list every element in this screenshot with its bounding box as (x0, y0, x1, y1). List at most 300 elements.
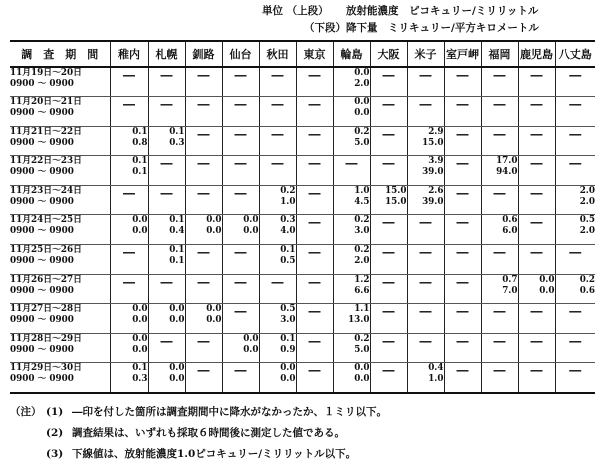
fallout-table (10, 40, 595, 394)
table-row (10, 126, 595, 156)
concentration-value: 0.4 (428, 363, 444, 374)
deposition-value: 0.0 (243, 344, 259, 355)
no-data-dash: ― (222, 185, 259, 215)
station-header: 秋田 (259, 41, 296, 67)
value-cell (259, 363, 296, 393)
period-cell (10, 333, 110, 363)
no-data-dash: ― (481, 97, 518, 127)
no-data-dash: ― (444, 156, 481, 186)
value-cell (148, 363, 185, 393)
table-row (10, 215, 595, 245)
value-cell (110, 126, 148, 156)
no-data-dash: ― (185, 274, 222, 304)
no-data-dash: ― (222, 274, 259, 304)
concentration-value: 0.1 (280, 333, 296, 344)
no-data-dash: ― (518, 215, 555, 245)
units-upper-text: 放射能濃度 ピコキュリー/ミリリットル (346, 5, 539, 17)
no-data-dash: ― (296, 274, 333, 304)
no-data-dash: ― (481, 363, 518, 393)
deposition-value: 2.0 (354, 79, 370, 89)
no-data-dash: ― (148, 185, 185, 215)
value-cell (333, 126, 370, 156)
concentration-value: 3.9 (428, 156, 444, 167)
no-data-dash: ― (407, 97, 444, 127)
concentration-value: 0.0 (354, 68, 370, 78)
note-text: 調査結果は、いずれも採取６時間後に測定した値である。 (72, 427, 345, 439)
concentration-value: 0.2 (280, 185, 296, 196)
table-row (10, 67, 595, 97)
value-cell (222, 333, 259, 363)
no-data-dash: ― (185, 363, 222, 393)
no-data-dash: ― (444, 304, 481, 334)
no-data-dash: ― (222, 304, 259, 334)
no-data-dash: ― (296, 156, 333, 186)
no-data-dash: ― (518, 245, 555, 275)
no-data-dash: ― (185, 156, 222, 186)
no-data-dash: ― (148, 156, 185, 186)
value-cell (148, 126, 185, 156)
no-data-dash: ― (259, 97, 296, 127)
no-data-dash: ― (555, 245, 595, 275)
value-cell (185, 304, 222, 334)
station-header: 室戸岬 (444, 41, 481, 67)
concentration-value: 0.1 (169, 245, 185, 256)
value-cell (148, 245, 185, 275)
station-header: 八丈島 (555, 41, 595, 67)
table-row (10, 274, 595, 304)
no-data-dash: ― (222, 67, 259, 97)
station-header: 札幌 (148, 41, 185, 67)
value-cell (333, 333, 370, 363)
period-cell (10, 126, 110, 156)
period-date: 11月20日～21日 (10, 97, 82, 108)
deposition-value: 0.1 (169, 256, 185, 267)
deposition-value: 0.3 (169, 137, 185, 148)
no-data-dash: ― (555, 304, 595, 334)
period-cell (10, 215, 110, 245)
period-cell (10, 97, 110, 127)
no-data-dash: ― (110, 97, 148, 127)
no-data-dash: ― (296, 245, 333, 275)
value-cell (407, 126, 444, 156)
no-data-dash: ― (296, 304, 333, 334)
notes (10, 402, 387, 465)
concentration-value: 0.5 (579, 215, 595, 226)
deposition-value: 0.0 (206, 226, 222, 237)
deposition-value: 0.0 (354, 108, 370, 119)
concentration-value: 0.2 (579, 274, 595, 285)
no-data-dash: ― (518, 185, 555, 215)
concentration-value: 17.0 (496, 156, 518, 167)
concentration-value: 0.0 (280, 363, 296, 374)
concentration-value: 0.3 (280, 215, 296, 226)
header-row (10, 41, 595, 67)
value-cell (407, 363, 444, 393)
note-number: (2) (46, 427, 64, 439)
period-cell (10, 304, 110, 334)
value-cell (110, 215, 148, 245)
no-data-dash: ― (259, 126, 296, 156)
no-data-dash: ― (444, 363, 481, 393)
concentration-value: 2.9 (428, 126, 444, 137)
no-data-dash: ― (407, 304, 444, 334)
deposition-value: 0.0 (243, 226, 259, 237)
no-data-dash: ― (444, 245, 481, 275)
value-cell (259, 215, 296, 245)
period-date: 11月25日～26日 (10, 245, 82, 256)
concentration-value: 0.0 (243, 215, 259, 226)
units-upper-tag: （上段） (286, 5, 329, 17)
no-data-dash: ― (444, 215, 481, 245)
value-cell (333, 274, 370, 304)
value-cell (555, 274, 595, 304)
deposition-value: 1.0 (428, 374, 444, 385)
no-data-dash: ― (518, 304, 555, 334)
deposition-value: 15.0 (422, 137, 444, 148)
concentration-value: 1.0 (354, 185, 370, 196)
period-date: 11月26日～27日 (10, 274, 82, 285)
note-item (10, 423, 387, 444)
period-time: 0900 ～ 0900 (10, 137, 74, 148)
deposition-value: 13.0 (348, 315, 370, 326)
value-cell (333, 97, 370, 127)
deposition-value: 0.1 (132, 167, 148, 178)
concentration-value: 0.0 (243, 333, 259, 344)
deposition-value: 0.0 (132, 315, 148, 326)
table-row (10, 363, 595, 393)
no-data-dash: ― (518, 333, 555, 363)
concentration-value: 0.2 (354, 245, 370, 256)
concentration-value: 2.6 (428, 185, 444, 196)
deposition-value: 0.0 (206, 315, 222, 326)
concentration-value: 0.1 (169, 126, 185, 137)
period-time: 0900 ～ 0900 (10, 285, 74, 296)
value-cell (333, 67, 370, 97)
no-data-dash: ― (481, 67, 518, 97)
no-data-dash: ― (296, 363, 333, 393)
concentration-value: 0.1 (132, 363, 148, 374)
concentration-value: 0.0 (169, 363, 185, 374)
concentration-value: 0.0 (354, 363, 370, 374)
no-data-dash: ― (185, 333, 222, 363)
station-header: 仙台 (222, 41, 259, 67)
no-data-dash: ― (259, 274, 296, 304)
period-date: 11月24日～25日 (10, 215, 82, 226)
concentration-value: 0.0 (539, 274, 555, 285)
station-header: 大阪 (370, 41, 407, 67)
deposition-value: 2.0 (354, 256, 370, 267)
units-legend (262, 3, 539, 37)
no-data-dash: ― (259, 156, 296, 186)
units-lower-tag: （下段） (304, 22, 346, 34)
concentration-value: 0.0 (206, 304, 222, 315)
table-row (10, 245, 595, 275)
deposition-value: 0.0 (132, 226, 148, 237)
deposition-value: 0.5 (280, 256, 296, 267)
deposition-value: 4.5 (354, 196, 370, 207)
no-data-dash: ― (296, 126, 333, 156)
no-data-dash: ― (148, 67, 185, 97)
station-header: 輪島 (333, 41, 370, 67)
no-data-dash: ― (370, 156, 407, 186)
value-cell (333, 215, 370, 245)
no-data-dash: ― (407, 215, 444, 245)
concentration-value: 1.2 (354, 274, 370, 285)
value-cell (148, 215, 185, 245)
no-data-dash: ― (407, 245, 444, 275)
value-cell (333, 363, 370, 393)
no-data-dash: ― (444, 126, 481, 156)
period-date: 11月29日～30日 (10, 363, 82, 374)
period-date: 11月19日～20日 (10, 68, 82, 78)
deposition-value: 6.6 (354, 285, 370, 296)
period-date: 11月27日～28日 (10, 304, 82, 315)
no-data-dash: ― (185, 126, 222, 156)
no-data-dash: ― (110, 67, 148, 97)
no-data-dash: ― (518, 67, 555, 97)
value-cell (407, 185, 444, 215)
value-cell (110, 333, 148, 363)
no-data-dash: ― (518, 97, 555, 127)
no-data-dash: ― (110, 185, 148, 215)
period-date: 11月23日～24日 (10, 185, 82, 196)
table-row (10, 304, 595, 334)
no-data-dash: ― (518, 156, 555, 186)
deposition-value: 6.0 (502, 226, 518, 237)
concentration-value: 1.1 (354, 304, 370, 315)
note-text: ―印を付した箇所は調査期間中に降水がなかったか、１ミリ以下。 (72, 406, 387, 418)
value-cell (518, 274, 555, 304)
value-cell (222, 215, 259, 245)
deposition-value: 0.4 (169, 226, 185, 237)
deposition-value: 0.0 (169, 374, 185, 385)
period-cell (10, 363, 110, 393)
note-number: (3) (46, 448, 64, 460)
concentration-value: 0.0 (206, 215, 222, 226)
concentration-value: 0.2 (354, 333, 370, 344)
no-data-dash: ― (407, 67, 444, 97)
no-data-dash: ― (407, 274, 444, 304)
deposition-value: 5.0 (354, 344, 370, 355)
no-data-dash: ― (555, 363, 595, 393)
concentration-value: 0.0 (132, 215, 148, 226)
deposition-value: 0.0 (354, 374, 370, 385)
no-data-dash: ― (185, 97, 222, 127)
value-cell (407, 156, 444, 186)
period-time: 0900 ～ 0900 (10, 374, 74, 385)
no-data-dash: ― (555, 97, 595, 127)
no-data-dash: ― (407, 333, 444, 363)
no-data-dash: ― (370, 333, 407, 363)
concentration-value: 0.5 (280, 304, 296, 315)
no-data-dash: ― (222, 97, 259, 127)
no-data-dash: ― (444, 185, 481, 215)
no-data-dash: ― (296, 333, 333, 363)
station-header: 東京 (296, 41, 333, 67)
value-cell (333, 185, 370, 215)
period-time: 0900 ～ 0900 (10, 79, 74, 89)
period-time: 0900 ～ 0900 (10, 256, 74, 267)
no-data-dash: ― (148, 274, 185, 304)
deposition-value: 39.0 (422, 167, 444, 178)
no-data-dash: ― (444, 97, 481, 127)
deposition-value: 1.0 (280, 196, 296, 207)
no-data-dash: ― (296, 67, 333, 97)
station-header: 福岡 (481, 41, 518, 67)
deposition-value: 0.0 (280, 374, 296, 385)
value-cell (110, 363, 148, 393)
deposition-value: 2.0 (579, 226, 595, 237)
units-lower-text: 降下量 ミリキュリー/平方キロメートル (346, 22, 539, 34)
no-data-dash: ― (185, 185, 222, 215)
no-data-dash: ― (222, 245, 259, 275)
no-data-dash: ― (185, 67, 222, 97)
no-data-dash: ― (481, 333, 518, 363)
deposition-value: 3.0 (280, 315, 296, 326)
concentration-value: 0.2 (354, 215, 370, 226)
period-cell (10, 245, 110, 275)
no-data-dash: ― (148, 97, 185, 127)
period-header: 調 査 期 間 (10, 41, 110, 67)
concentration-value: 2.0 (579, 185, 595, 196)
deposition-value: 5.0 (354, 137, 370, 148)
no-data-dash: ― (555, 333, 595, 363)
no-data-dash: ― (222, 126, 259, 156)
concentration-value: 0.0 (132, 333, 148, 344)
units-label: 単位 (262, 5, 283, 17)
deposition-value: 2.0 (579, 196, 595, 207)
period-time: 0900 ～ 0900 (10, 167, 74, 178)
period-time: 0900 ～ 0900 (10, 344, 74, 355)
period-date: 11月22日～23日 (10, 156, 82, 167)
station-header: 鹿児島 (518, 41, 555, 67)
note-item (10, 402, 387, 423)
deposition-value: 0.0 (169, 315, 185, 326)
value-cell (185, 215, 222, 245)
concentration-value: 15.0 (385, 185, 407, 196)
value-cell (110, 156, 148, 186)
period-cell (10, 67, 110, 97)
concentration-value: 0.1 (169, 215, 185, 226)
concentration-value: 0.7 (502, 274, 518, 285)
period-date: 11月21日～22日 (10, 126, 82, 137)
period-date: 11月28日～29日 (10, 333, 82, 344)
deposition-value: 0.0 (539, 285, 555, 296)
deposition-value: 4.0 (280, 226, 296, 237)
concentration-value: 0.6 (502, 215, 518, 226)
note-number: (1) (46, 406, 64, 418)
no-data-dash: ― (555, 126, 595, 156)
concentration-value: 0.2 (354, 126, 370, 137)
value-cell (555, 215, 595, 245)
period-time: 0900 ～ 0900 (10, 196, 74, 207)
value-cell (333, 245, 370, 275)
deposition-value: 0.3 (132, 374, 148, 385)
no-data-dash: ― (333, 156, 370, 186)
no-data-dash: ― (222, 156, 259, 186)
no-data-dash: ― (555, 156, 595, 186)
deposition-value: 0.6 (579, 285, 595, 296)
value-cell (259, 333, 296, 363)
no-data-dash: ― (259, 67, 296, 97)
no-data-dash: ― (481, 185, 518, 215)
no-data-dash: ― (370, 363, 407, 393)
value-cell (110, 304, 148, 334)
concentration-value: 0.1 (132, 156, 148, 167)
table-row (10, 97, 595, 127)
no-data-dash: ― (481, 245, 518, 275)
period-time: 0900 ～ 0900 (10, 315, 74, 326)
no-data-dash: ― (370, 126, 407, 156)
no-data-dash: ― (555, 67, 595, 97)
station-header: 稚内 (110, 41, 148, 67)
value-cell (148, 304, 185, 334)
no-data-dash: ― (110, 245, 148, 275)
value-cell (259, 304, 296, 334)
deposition-value: 0.9 (280, 344, 296, 355)
concentration-value: 0.0 (169, 304, 185, 315)
no-data-dash: ― (444, 67, 481, 97)
units-upper-row (262, 3, 539, 20)
value-cell (481, 274, 518, 304)
value-cell (555, 185, 595, 215)
value-cell (259, 245, 296, 275)
note-item (10, 444, 387, 465)
concentration-value: 0.1 (280, 245, 296, 256)
notes-lead: （注） (10, 406, 42, 418)
table-row (10, 156, 595, 186)
no-data-dash: ― (444, 274, 481, 304)
no-data-dash: ― (148, 333, 185, 363)
value-cell (481, 215, 518, 245)
concentration-value: 0.1 (132, 126, 148, 137)
no-data-dash: ― (296, 97, 333, 127)
no-data-dash: ― (370, 67, 407, 97)
no-data-dash: ― (370, 304, 407, 334)
station-header: 米子 (407, 41, 444, 67)
no-data-dash: ― (296, 215, 333, 245)
value-cell (333, 304, 370, 334)
table-row (10, 185, 595, 215)
period-cell (10, 185, 110, 215)
no-data-dash: ― (518, 363, 555, 393)
concentration-value: 0.0 (132, 304, 148, 315)
table-body (10, 67, 595, 393)
deposition-value: 15.0 (385, 196, 407, 207)
deposition-value: 39.0 (422, 196, 444, 207)
deposition-value: 0.0 (132, 344, 148, 355)
no-data-dash: ― (222, 363, 259, 393)
no-data-dash: ― (110, 274, 148, 304)
deposition-value: 94.0 (496, 167, 518, 178)
deposition-value: 7.0 (502, 285, 518, 296)
no-data-dash: ― (444, 333, 481, 363)
station-header: 釧路 (185, 41, 222, 67)
no-data-dash: ― (518, 126, 555, 156)
deposition-value: 0.8 (132, 137, 148, 148)
value-cell (370, 185, 407, 215)
period-time: 0900 ～ 0900 (10, 226, 74, 237)
no-data-dash: ― (296, 185, 333, 215)
note-text: 下線値は、放射能濃度1.0ピコキュリー/ミリリットル以下。 (72, 448, 357, 460)
period-cell (10, 156, 110, 186)
period-cell (10, 274, 110, 304)
value-cell (481, 156, 518, 186)
no-data-dash: ― (370, 97, 407, 127)
units-lower-row (262, 20, 539, 37)
table-row (10, 333, 595, 363)
concentration-value: 0.0 (354, 97, 370, 108)
